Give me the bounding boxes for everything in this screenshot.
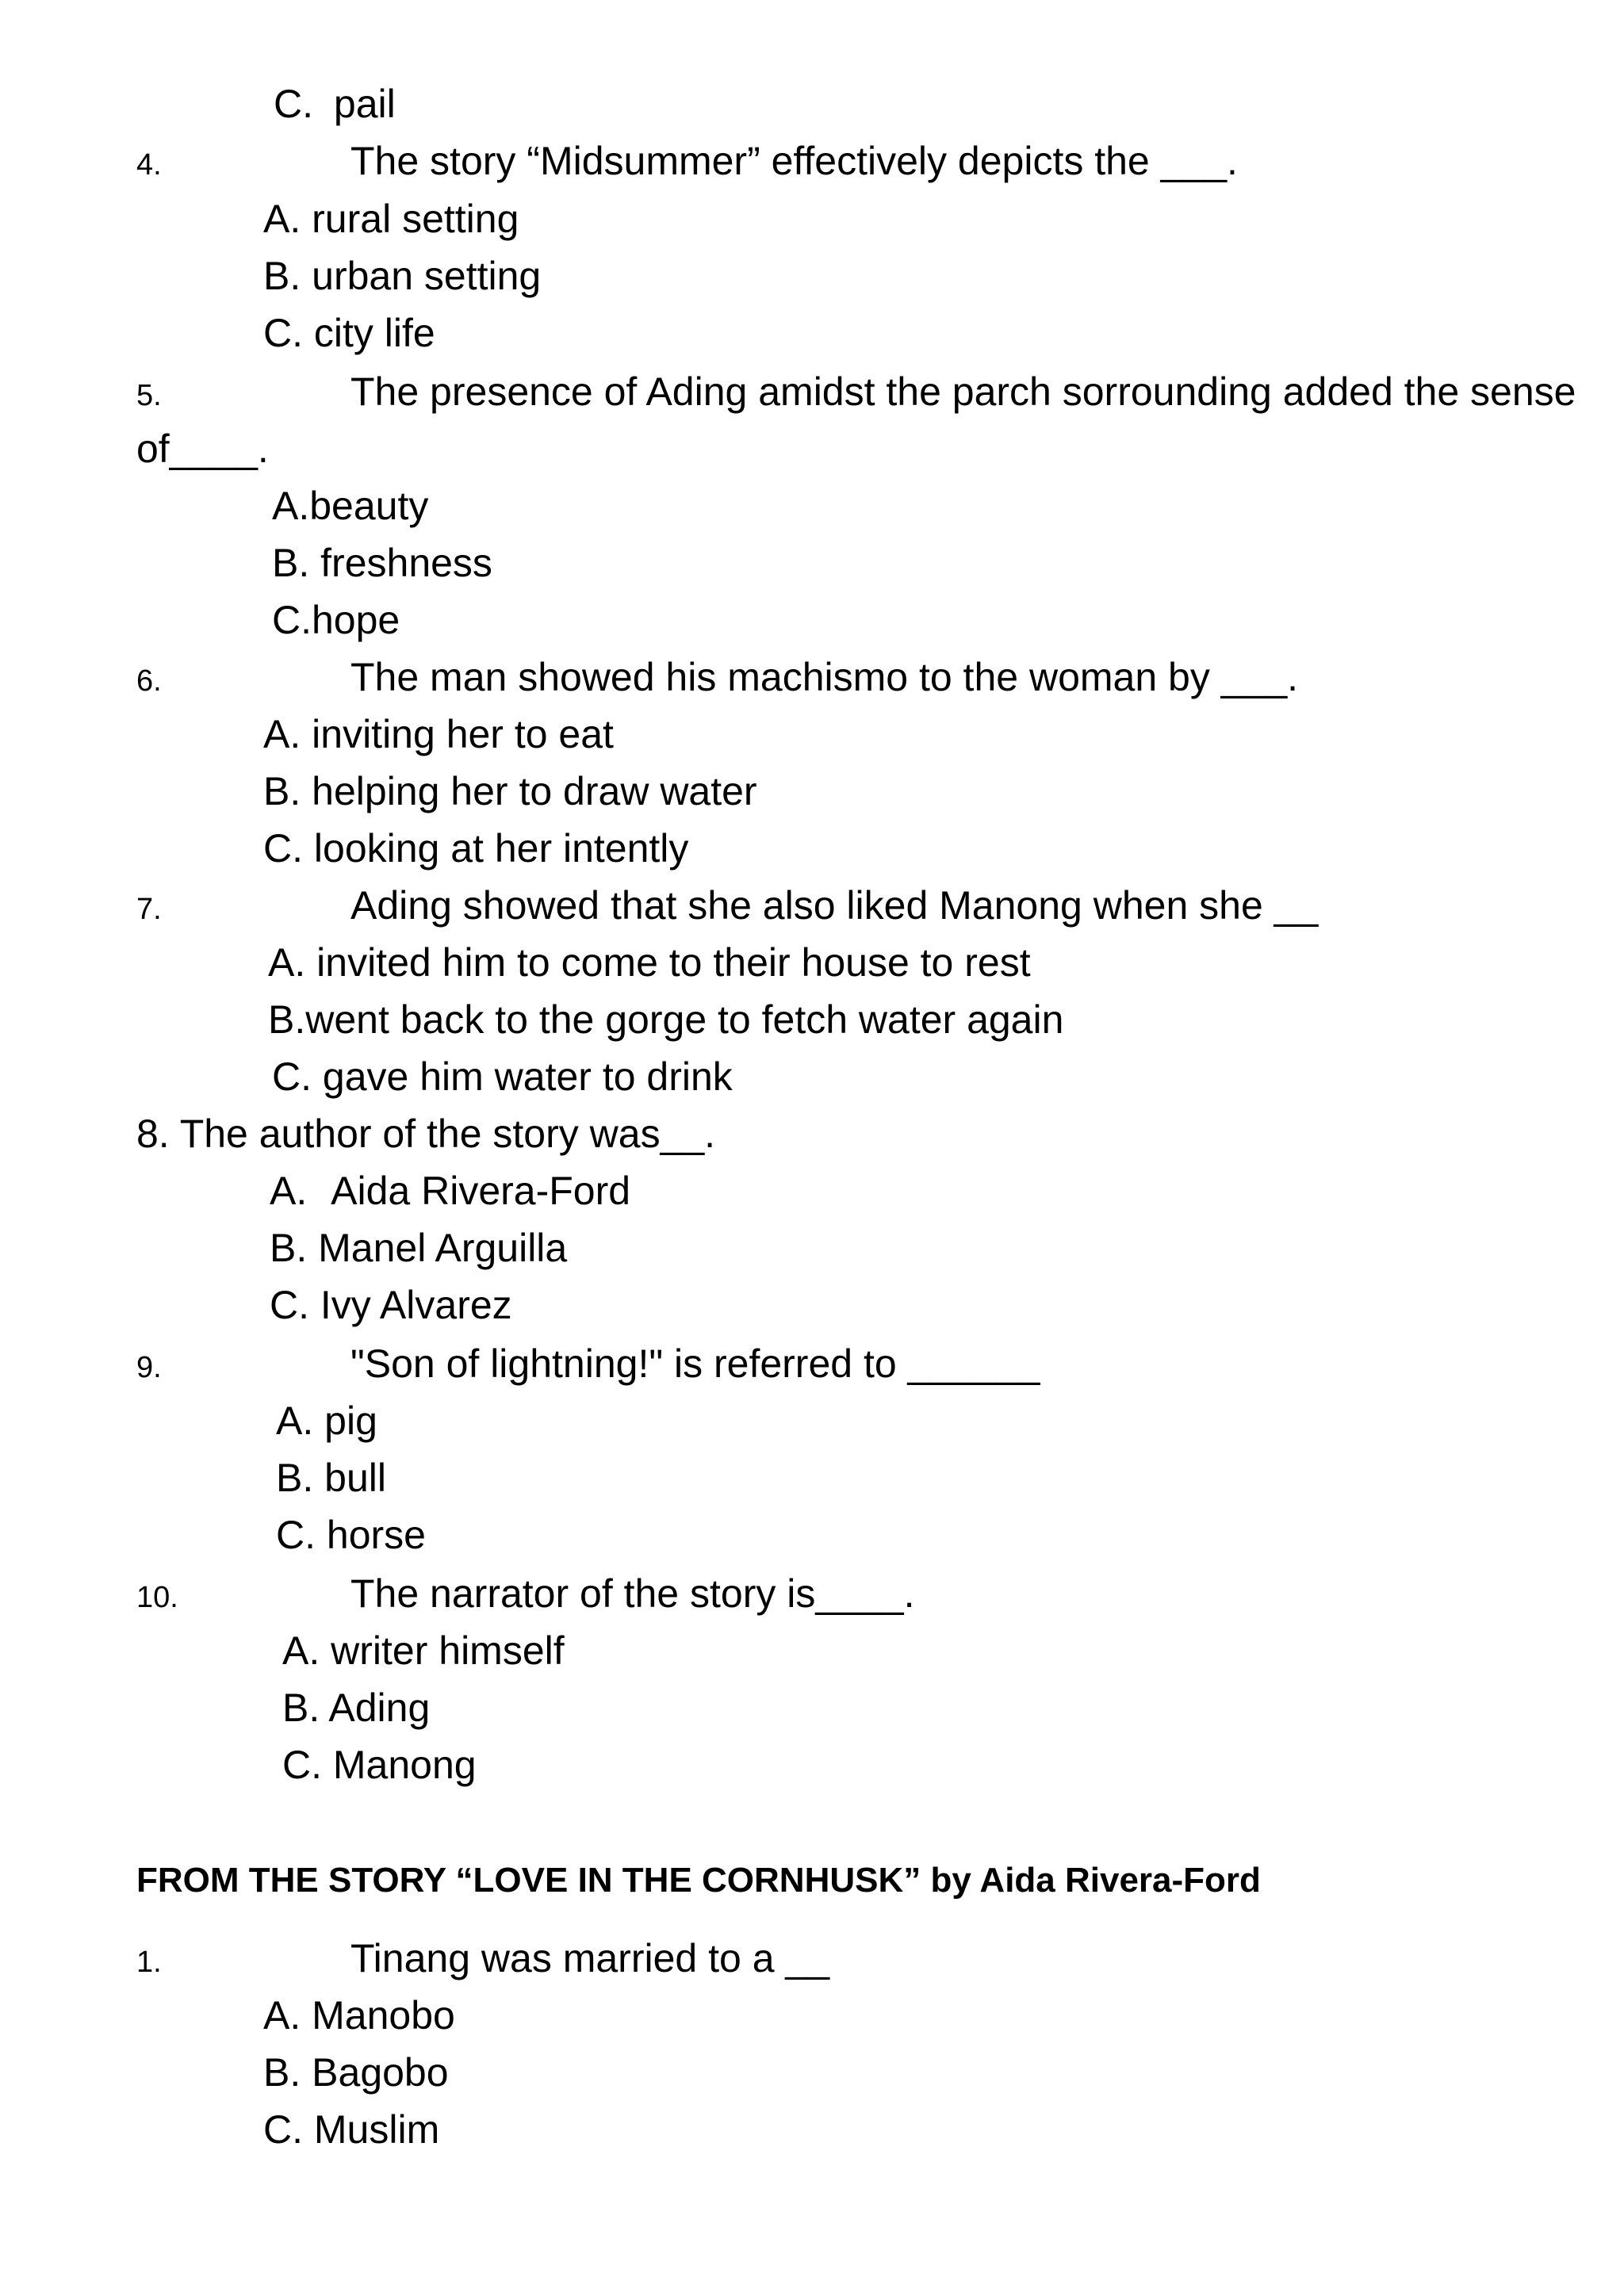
option-letter: B. — [263, 2050, 301, 2095]
option-b — [282, 1679, 430, 1736]
option-text: Bagobo — [312, 2050, 449, 2095]
option-b — [263, 247, 541, 304]
option-letter: C. — [263, 826, 303, 871]
option-b — [263, 763, 757, 820]
option-text: went back to the gorge to fetch water again — [305, 997, 1064, 1042]
option-letter: C. — [263, 2107, 303, 2152]
option-text: freshness — [320, 541, 492, 585]
option-a — [263, 706, 614, 763]
option-letter: A. — [272, 484, 310, 528]
option-text: invited him to come to their house to rest — [316, 940, 1031, 985]
question-number: 6. — [136, 664, 162, 698]
option-c — [263, 820, 688, 877]
option-letter: B. — [272, 541, 310, 585]
option-b — [276, 1449, 386, 1506]
section-question-1 — [136, 1930, 1564, 1987]
option-a — [272, 477, 428, 534]
question-text: The presence of Ading amidst the parch sorrounding added the sense — [350, 369, 1576, 414]
option-letter: B. — [263, 254, 301, 298]
option-letter: C. — [263, 311, 303, 355]
question-text: The man showed his machismo to the woman by ___. — [350, 655, 1299, 699]
question-number: 1. — [136, 1946, 162, 1979]
question-number: 7. — [136, 893, 162, 926]
option-b — [272, 534, 492, 591]
option-text: writer himself — [331, 1628, 565, 1673]
option-text: Aida Rivera-Ford — [331, 1169, 631, 1213]
prev-option-c — [274, 75, 396, 132]
option-letter: A. — [270, 1169, 308, 1213]
option-letter: C. — [270, 1283, 309, 1327]
question-number: 4. — [136, 148, 162, 182]
option-text: pail — [333, 82, 396, 126]
option-letter: C. — [282, 1743, 322, 1787]
option-letter: A. — [282, 1628, 320, 1673]
question-text-continued: of____. — [136, 427, 269, 471]
option-text: Muslim — [313, 2107, 440, 2152]
option-letter: C. — [274, 82, 313, 126]
option-letter: C. — [272, 598, 312, 642]
option-letter: B. — [282, 1686, 320, 1730]
option-text: Ading — [328, 1686, 431, 1730]
option-letter: A. — [276, 1399, 314, 1443]
option-c — [272, 1048, 733, 1105]
option-letter: B. — [263, 769, 301, 813]
option-text: horse — [326, 1513, 426, 1557]
option-text: pig — [324, 1399, 377, 1443]
question-9 — [136, 1335, 1564, 1392]
option-c — [272, 591, 400, 649]
option-c — [282, 1736, 477, 1793]
option-c — [263, 304, 435, 362]
question-10 — [136, 1565, 1564, 1622]
option-text: looking at her intently — [313, 826, 689, 871]
option-c — [270, 1276, 512, 1334]
option-letter: A. — [263, 197, 301, 241]
option-text: Ivy Alvarez — [320, 1283, 512, 1327]
option-b — [270, 1219, 567, 1276]
option-letter: A. — [268, 940, 306, 985]
option-b — [268, 991, 1063, 1048]
option-a — [282, 1622, 565, 1679]
question-number: 10. — [136, 1581, 178, 1614]
option-text: rural setting — [312, 197, 519, 241]
section-heading: FROM THE STORY “LOVE IN THE CORNHUSK” by Aida Rivera-Ford — [136, 1861, 1261, 1900]
question-5 — [136, 363, 1611, 420]
question-number: 8. — [136, 1112, 170, 1156]
question-number: 9. — [136, 1351, 162, 1384]
question-text: The story “Midsummer” effectively depicts the ___. — [350, 139, 1238, 183]
question-text: The narrator of the story is____. — [350, 1571, 915, 1616]
option-c — [276, 1506, 426, 1563]
option-letter: B. — [276, 1456, 314, 1500]
question-number: 5. — [136, 379, 162, 412]
option-text: urban setting — [312, 254, 542, 298]
question-text: Tinang was married to a __ — [350, 1936, 830, 1980]
option-b — [263, 2044, 449, 2101]
question-text: The author of the story was__. — [179, 1112, 716, 1156]
option-text: Manong — [332, 1743, 477, 1787]
question-text: "Son of lightning!" is referred to ______ — [350, 1341, 1040, 1386]
option-letter: A. — [263, 1993, 301, 2038]
option-text: city life — [313, 311, 435, 355]
option-letter: B. — [268, 997, 306, 1042]
option-letter: C. — [276, 1513, 316, 1557]
option-text: hope — [312, 598, 400, 642]
option-a — [270, 1162, 630, 1219]
option-text: bull — [324, 1456, 386, 1500]
question-8 — [136, 1105, 1564, 1162]
option-text: gave him water to drink — [322, 1054, 733, 1099]
question-7 — [136, 877, 1564, 934]
option-letter: A. — [263, 712, 301, 756]
option-a — [268, 934, 1031, 991]
option-a — [263, 190, 519, 247]
option-a — [276, 1392, 377, 1449]
option-text: helping her to draw water — [312, 769, 757, 813]
option-c — [263, 2101, 439, 2158]
option-a — [263, 1987, 455, 2044]
question-text: Ading showed that she also liked Manong when she __ — [350, 883, 1319, 928]
option-text: beauty — [309, 484, 429, 528]
option-text: inviting her to eat — [312, 712, 614, 756]
option-letter: C. — [272, 1054, 312, 1099]
question-6 — [136, 649, 1564, 706]
option-letter: B. — [270, 1226, 308, 1270]
option-text: Manel Arguilla — [318, 1226, 568, 1270]
question-4 — [136, 132, 1564, 189]
option-text: Manobo — [312, 1993, 455, 2038]
